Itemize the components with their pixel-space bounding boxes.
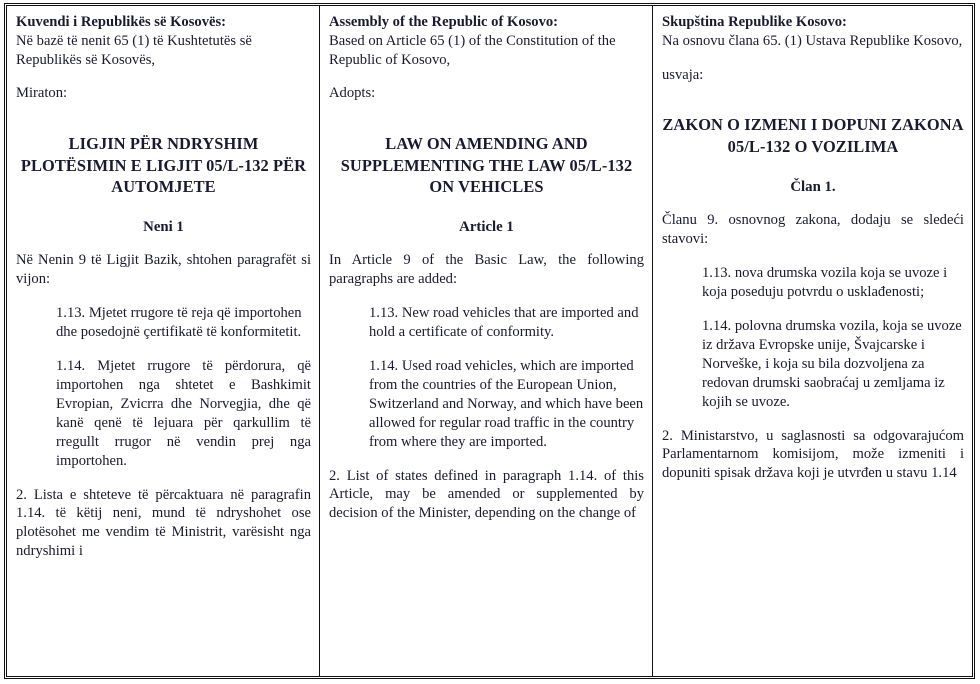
- spacer: [16, 103, 311, 133]
- paragraph-1-14-albanian: 1.14. Mjetet rrugore të përdorura, që importohen nga shtetet e Bashkimit Evropian, Zvicrra dhe Norvegjia, dhe që kanë qenë të lejuara për qarkullim të rregullt rrugor në vendin prej nga importohen.: [56, 357, 311, 469]
- preamble-serbian: Na osnovu člana 65. (1) Ustava Republike Kosovo,: [662, 32, 963, 49]
- article-heading-serbian: Član 1.: [790, 179, 836, 196]
- adopt-verb-albanian: Miraton:: [16, 85, 68, 102]
- paragraph-1-13-albanian: 1.13. Mjetet rrugore të reja që importohen dhe posedojnë çertifikatë të konformitetit.: [56, 304, 302, 340]
- spacer: [329, 103, 644, 133]
- article-intro-serbian: Članu 9. osnovnog zakona, dodaju se sledeći stavovi:: [662, 212, 964, 247]
- spacer: [662, 249, 964, 264]
- law-title-english: LAW ON AMENDING AND SUPPLEMENTING THE LAW 05/L-132 ON VEHICLES: [340, 134, 633, 196]
- spacer: [329, 452, 644, 467]
- column-english: [320, 6, 653, 676]
- preamble-english: Based on Article 65 (1) of the Constitution of the Republic of Kosovo,: [329, 32, 616, 68]
- paragraph-1-14-english: 1.14. Used road vehicles, which are imported from the countries of the European Union, Switzerland and Norway, and which have been allowed for regular road traffic in the country from where they are imported.: [369, 357, 644, 450]
- article-heading-albanian: Neni 1: [143, 219, 184, 236]
- spacer: [16, 236, 311, 251]
- article-intro-albanian: Në Nenin 9 të Ligjit Bazik, shtohen paragrafët si vijon:: [16, 252, 311, 288]
- spacer: [16, 289, 311, 304]
- spacer: [662, 51, 964, 66]
- spacer: [16, 69, 311, 84]
- spacer: [329, 236, 644, 251]
- spacer: [662, 84, 964, 114]
- spacer: [329, 289, 644, 304]
- column-serbian: [653, 6, 972, 676]
- spacer: [16, 197, 311, 219]
- preamble-albanian: Në bazë të nenit 65 (1) të Kushtetutës së Republikës së Kosovës,: [16, 32, 252, 68]
- spacer: [662, 302, 964, 317]
- adopt-verb-english: Adopts:: [329, 85, 376, 102]
- paragraph-1-14-serbian: 1.14. polovna drumska vozila, koja se uvoze iz država Evropske unije, Švajcarske i Norveške, i koja su bila dozvoljena za redovan drumski saobraćaj u zemljama iz kojih se uvoze.: [702, 317, 962, 410]
- spacer: [662, 157, 964, 179]
- paragraph-2-english: 2. List of states defined in paragraph 1.14. of this Article, may be amended or supplemented by decision of the Minister, depending on the change of: [329, 467, 644, 522]
- paragraph-2-serbian: 2. Ministarstvo, u saglasnosti sa odgovarajućom Parlamentarnom komisijom, može izmeniti i dopuniti spisak država koji je utvrđen u stavu 1.14: [662, 427, 964, 482]
- column-albanian: [7, 6, 320, 676]
- paragraph-1-13-english: 1.13. New road vehicles that are imported and hold a certificate of conformity.: [369, 304, 639, 340]
- issuer-serbian: Skupština Republike Kosovo:: [662, 14, 847, 30]
- spacer: [662, 196, 964, 211]
- paragraph-2-albanian: 2. Lista e shteteve të përcaktuara në paragrafin 1.14. të këtij neni, mund të ndryshohet ose plotësohet me vendim të Ministrit, varësisht nga ndryshimi i: [16, 486, 311, 560]
- spacer: [16, 342, 311, 357]
- trilingual-law-table: [4, 3, 975, 679]
- law-title-serbian: ZAKON O IZMENI I DOPUNI ZAKONA 05/L-132 O VOZILIMA: [662, 115, 964, 156]
- spacer: [329, 342, 644, 357]
- spacer: [16, 471, 311, 486]
- law-title-albanian: LIGJIN PËR NDRYSHIM PLOTËSIMIN E LIGJIT 05/L-132 PËR AUTOMJETE: [20, 134, 307, 196]
- issuer-english: Assembly of the Republic of Kosovo:: [329, 14, 559, 30]
- adopt-verb-serbian: usvaja:: [662, 66, 704, 83]
- spacer: [329, 69, 644, 84]
- article-heading-english: Article 1: [459, 219, 514, 236]
- article-intro-english: In Article 9 of the Basic Law, the following paragraphs are added:: [329, 252, 644, 288]
- paragraph-1-13-serbian: 1.13. nova drumska vozila koja se uvoze i koja poseduju potvrdu o usklađenosti;: [702, 264, 948, 300]
- spacer: [329, 197, 644, 219]
- spacer: [662, 412, 964, 427]
- issuer-albanian: Kuvendi i Republikës së Kosovës:: [16, 14, 227, 30]
